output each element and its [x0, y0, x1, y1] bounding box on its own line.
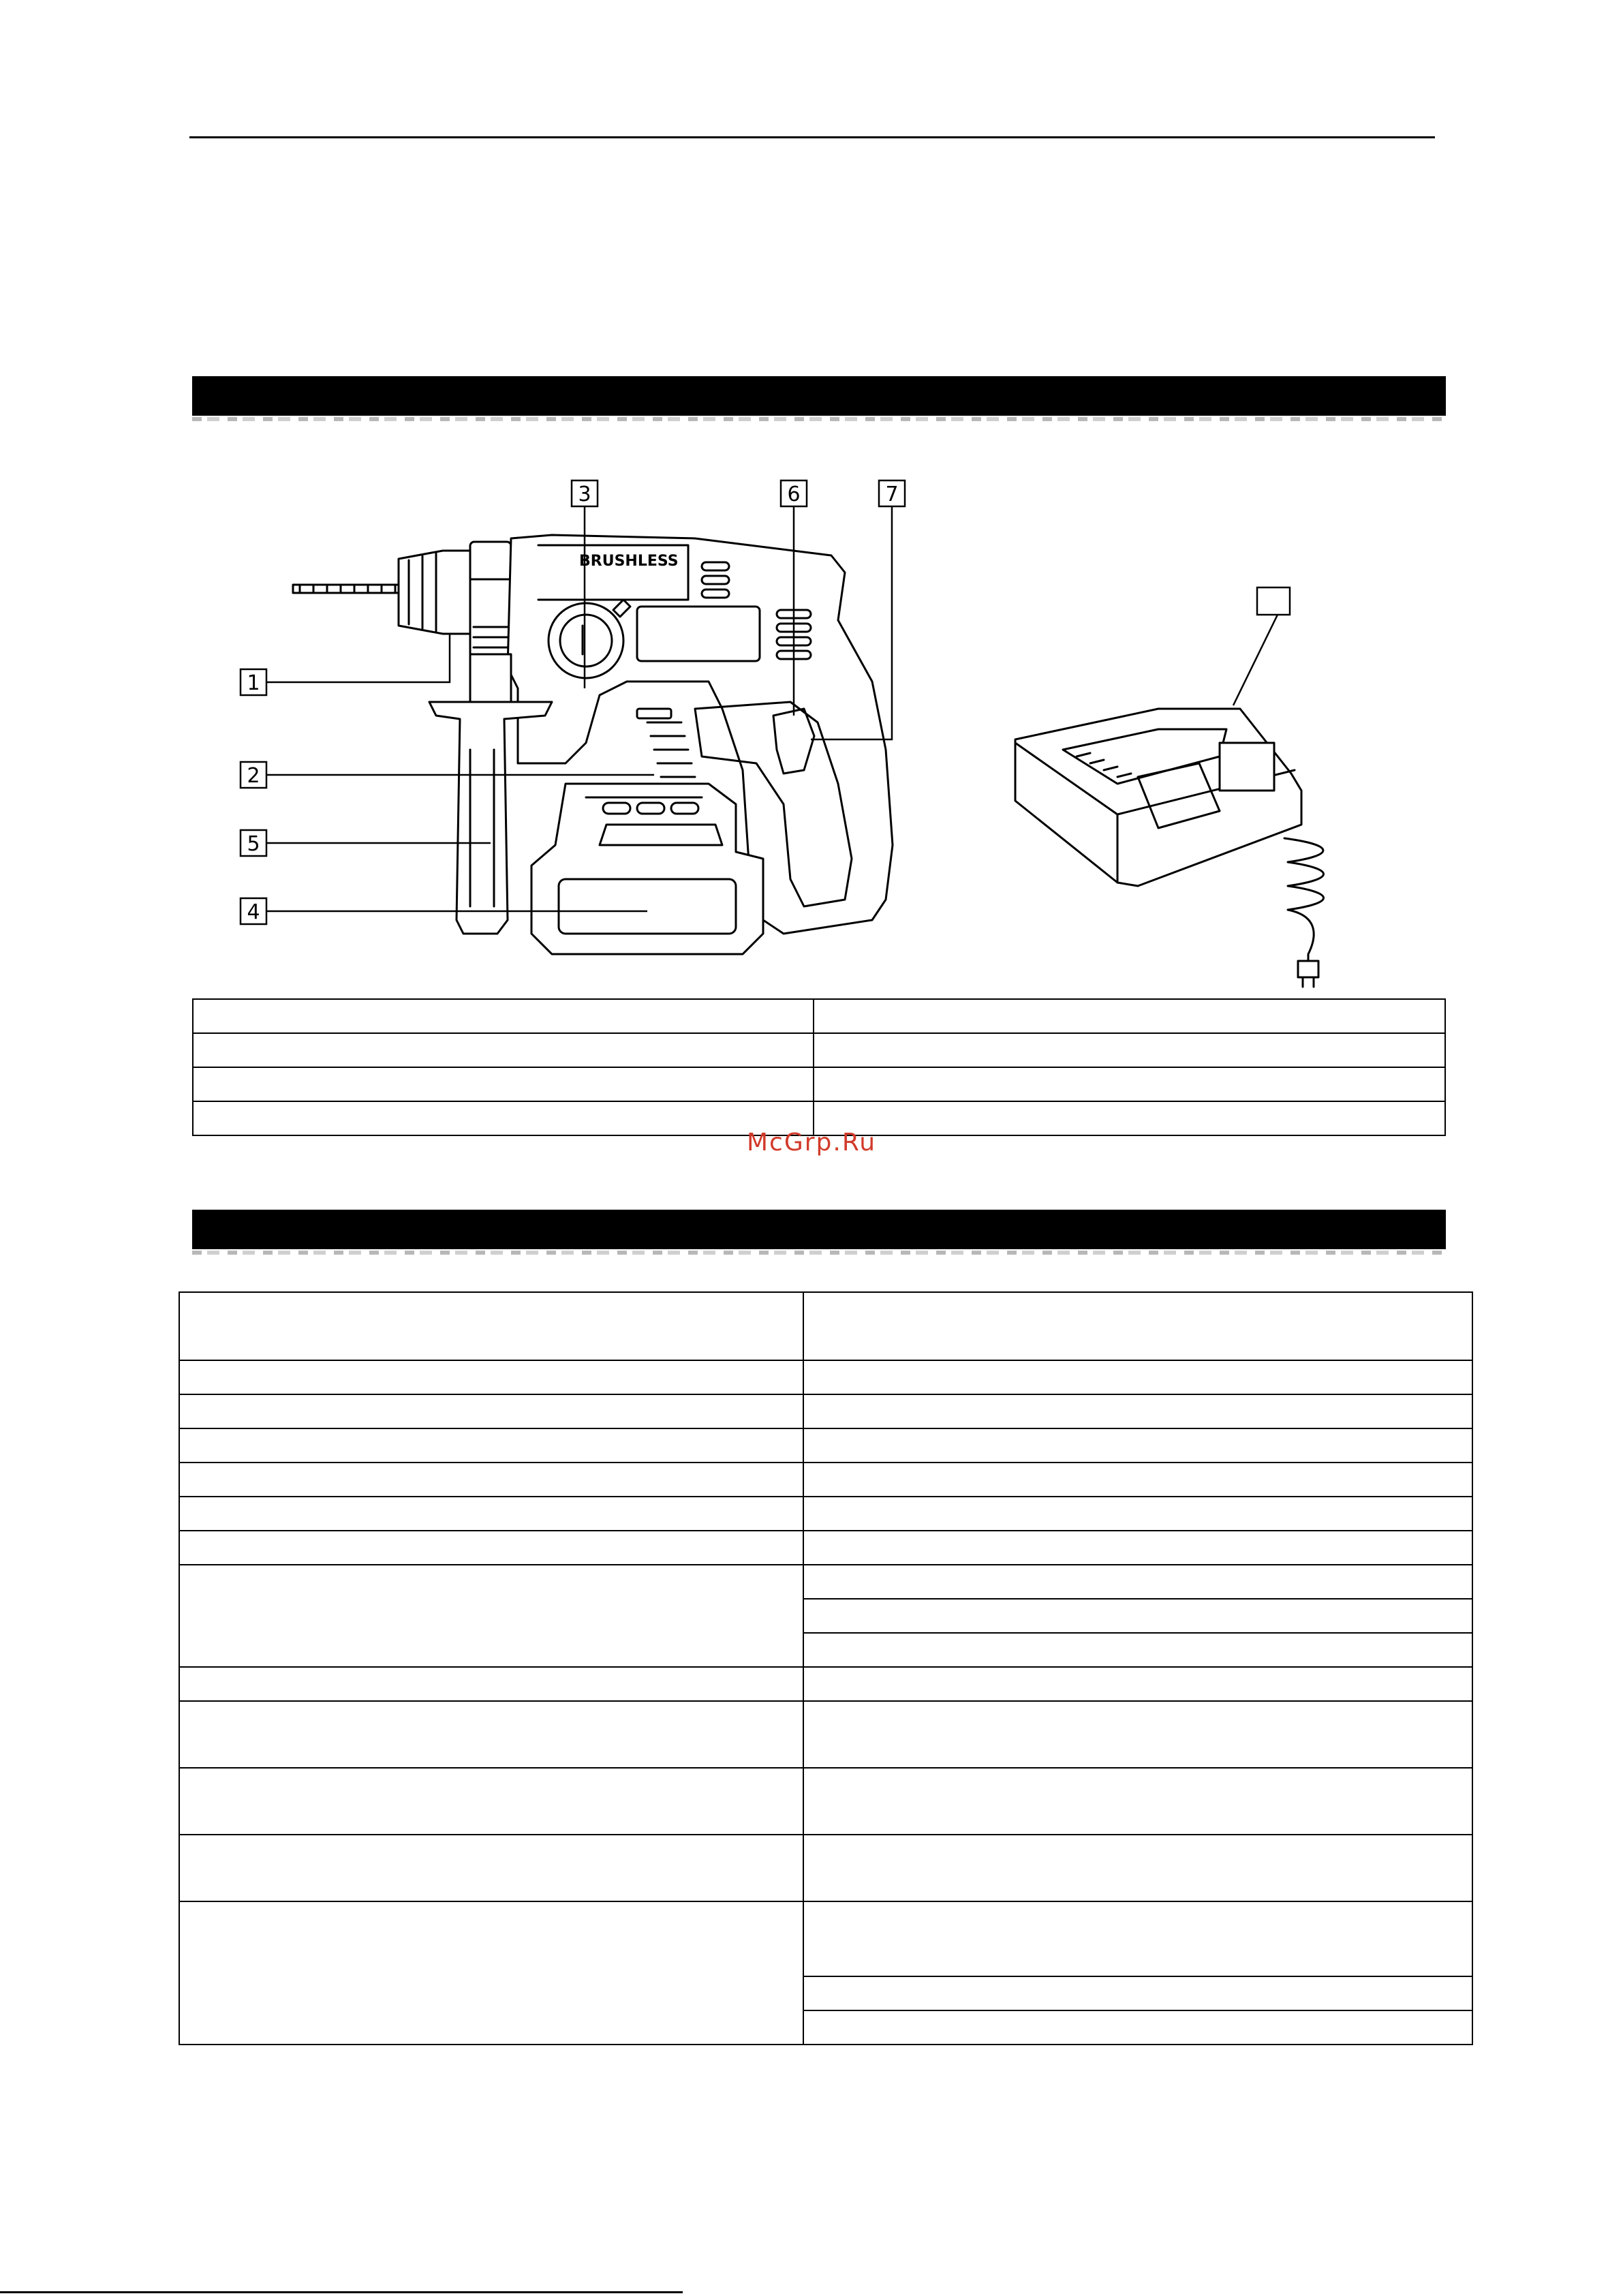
callout-3: 3	[578, 483, 591, 506]
callout-4: 4	[247, 900, 260, 924]
brushless-label: BRUSHLESS	[579, 553, 679, 570]
table-row	[179, 1531, 1472, 1565]
table-row	[179, 1428, 1472, 1463]
table-row	[179, 1768, 1472, 1835]
table-row	[179, 1701, 1472, 1768]
table-row	[193, 999, 1445, 1033]
watermark: McGrp.Ru	[746, 1129, 877, 1157]
section-header-bar-2-fringe	[192, 1251, 1446, 1255]
section-header-bar-2	[192, 1210, 1446, 1249]
callout-1: 1	[247, 671, 260, 695]
table-row	[179, 1360, 1472, 1394]
table-row	[179, 1901, 1472, 1976]
chuck	[399, 551, 477, 634]
section-header-bar-1	[192, 376, 1446, 416]
table-row	[179, 1565, 1472, 1599]
charger-cord	[1284, 838, 1324, 968]
callout-5: 5	[247, 832, 260, 856]
table-row	[193, 1067, 1445, 1101]
table-row	[179, 1463, 1472, 1497]
product-illustration	[0, 470, 1623, 988]
parts-table	[192, 998, 1446, 1136]
table-row	[179, 1394, 1472, 1428]
battery-charger	[1015, 709, 1301, 886]
header-rule	[189, 136, 1435, 138]
footnote-rule	[0, 2291, 683, 2293]
callout-2: 2	[247, 764, 260, 788]
specs-table	[179, 1291, 1473, 2045]
table-row	[193, 1033, 1445, 1067]
section-header-bar-1-fringe	[192, 417, 1446, 421]
callout-7: 7	[885, 483, 899, 506]
battery-pack	[531, 784, 763, 954]
callout-6: 6	[787, 483, 801, 506]
table-row	[179, 1497, 1472, 1531]
table-row	[179, 1667, 1472, 1701]
table-row	[179, 1292, 1472, 1360]
table-row	[179, 1835, 1472, 1901]
